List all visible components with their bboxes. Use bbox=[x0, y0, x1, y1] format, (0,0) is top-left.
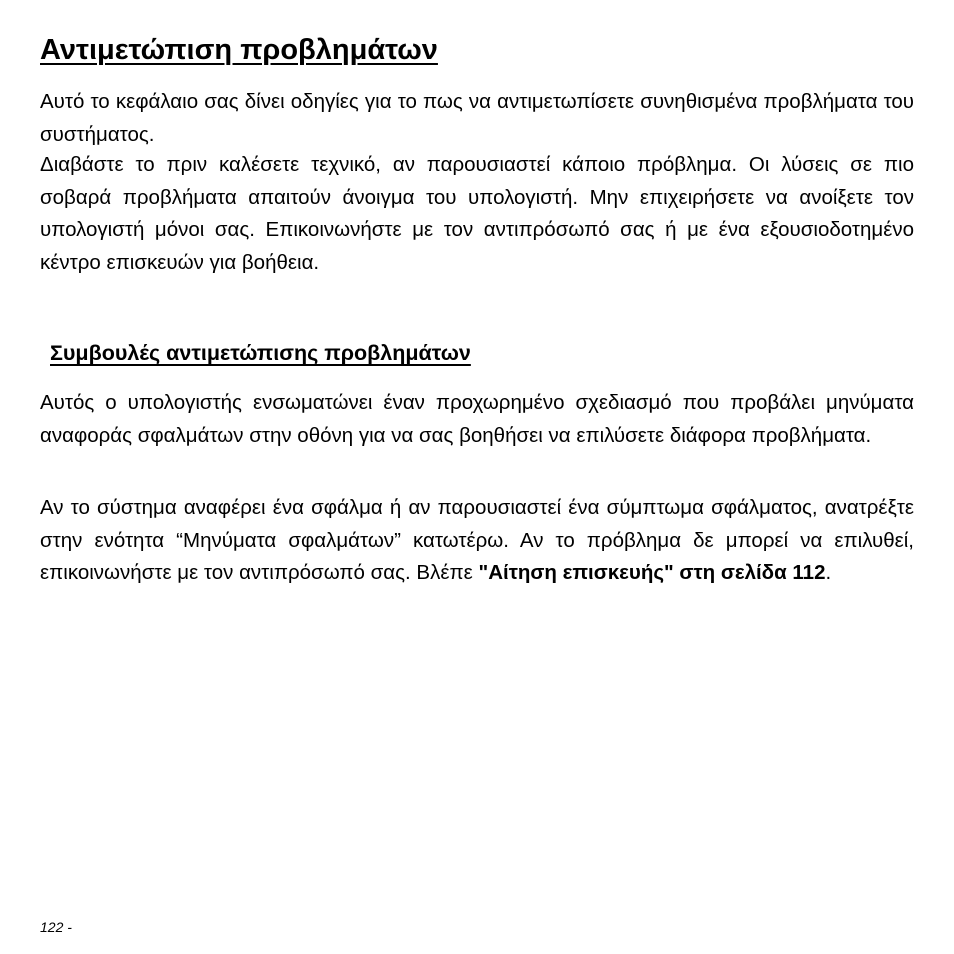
intro-paragraph-1: Αυτό το κεφάλαιο σας δίνει οδηγίες για το πως να αντιμετωπίσετε συνηθισμένα προβλήματα του συστήματος. bbox=[40, 90, 914, 146]
chapter-title: Αντιμετώπιση προβλημάτων bbox=[40, 34, 438, 66]
repair-request-link[interactable]: "Αίτηση επισκευής" στη σελίδα 112 bbox=[478, 561, 826, 584]
subsection-title: Συμβουλές αντιμετώπισης προβλημάτων bbox=[50, 341, 471, 365]
document-page bbox=[40, 0, 914, 954]
intro-paragraph-2: Διαβάστε το πριν καλέσετε τεχνικό, αν παρουσιαστεί κάποιο πρόβλημα. Οι λύσεις σε πιο σοβαρά προβλήματα απαιτούν άνοιγμα του υπολογιστή. Μην επιχειρήσετε να ανοίξετε τον υπολογιστή μόνοι σας. Επικοινωνήστε με τον αντιπρόσωπό σας ή με ένα εξουσιοδοτημένο κέντρο επισκευών για βοήθεια. bbox=[40, 153, 914, 274]
tips-paragraph-2-text: Αν το σύστημα αναφέρει ένα σφάλμα ή αν παρουσιαστεί ένα σύμπτωμα σφάλματος, ανατρέξτε στην ενότητα “Μηνύματα σφαλμάτων” κατωτέρω. Αν το πρόβλημα δε μπορεί να επιλυθεί, επικοινωνήστε με τον αντιπρόσωπό σας. Βλέπε bbox=[40, 496, 914, 584]
tips-paragraph-1: Αυτός ο υπολογιστής ενσωματώνει έναν προχωρημένο σχεδιασμό που προβάλει μηνύματα αναφοράς σφαλμάτων στην οθόνη για να σας βοηθήσει να επιλύσετε διάφορα προβλήματα. bbox=[40, 391, 914, 447]
tips-paragraph-2 bbox=[40, 492, 914, 590]
tips-paragraph-2-end: . bbox=[825, 561, 832, 584]
page-number: 122 - bbox=[40, 919, 72, 935]
